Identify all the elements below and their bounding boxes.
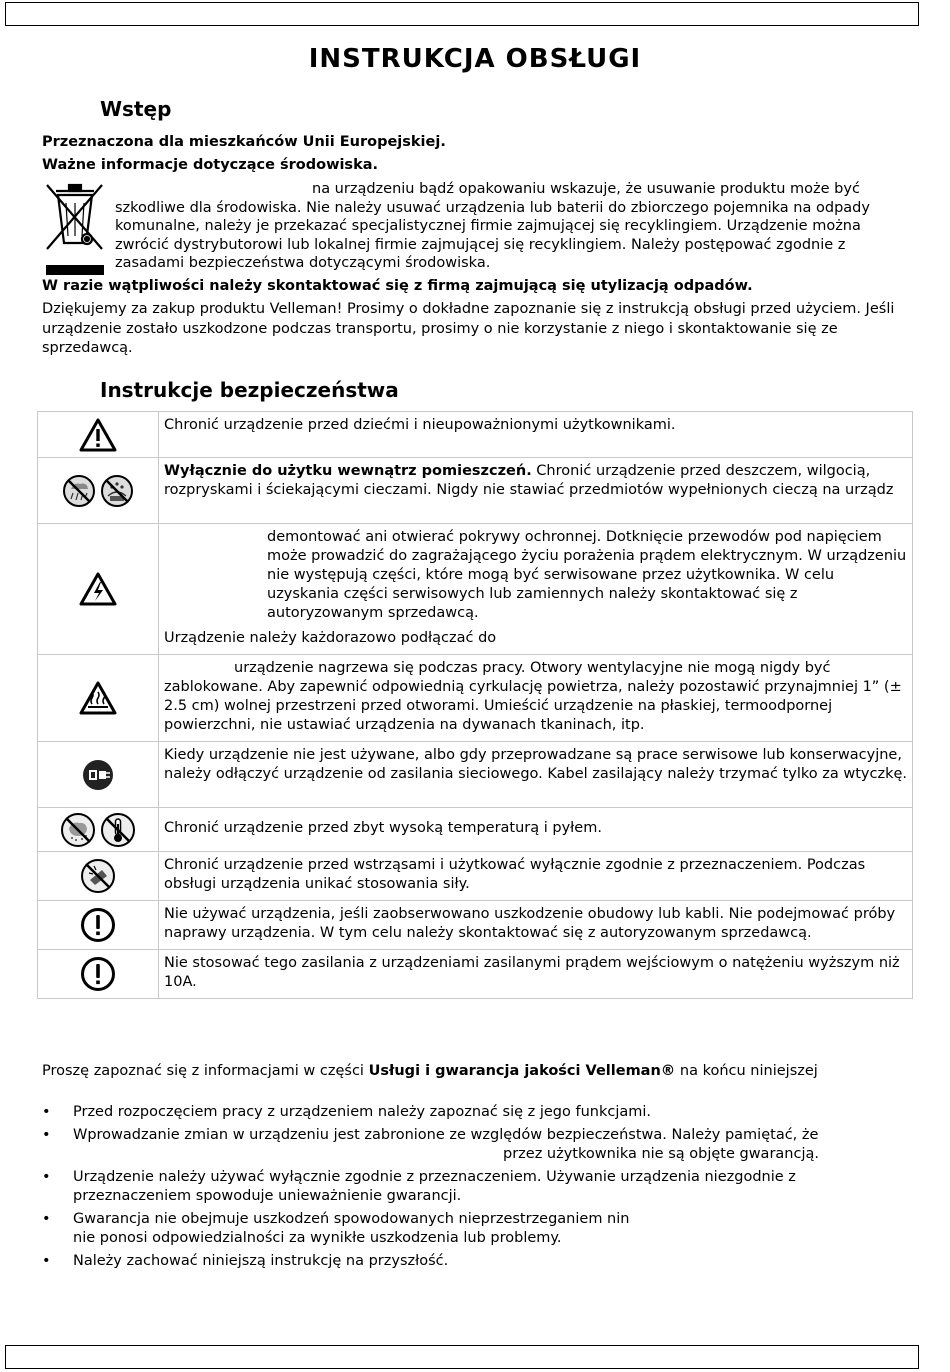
- safety-icon-cell: [38, 852, 159, 901]
- safety-icon-cell: [38, 524, 159, 655]
- intro-eu-line: Przeznaczona dla mieszkańców Unii Europejskiej.: [42, 134, 446, 150]
- intro-thanks: Dziękujemy za zakup produktu Velleman! Prosimy o dokładne zapoznanie się z instrukcją obsługi przed użyciem. Jeśli urządzenie zostało uszkodzone podczas transportu, prosimy o nie korzystanie z niego i skontaktowanie się ze sprzedawcą.: [42, 301, 895, 356]
- footer-box: [5, 1345, 919, 1369]
- guarantee-suffix: na końcu niniejszej: [675, 1063, 818, 1079]
- safety-heading: Instrukcje bezpieczeństwa: [100, 378, 399, 402]
- header-box: [5, 2, 919, 26]
- no-heat-icon: [100, 822, 136, 838]
- list-item-text-2: przez użytkownika nie są objęte gwarancją.: [503, 1146, 819, 1162]
- safety-text: Nie używać urządzenia, jeśli zaobserwowano uszkodzenie obudowy lub kabli. Nie podejmować próby naprawy urządzenia. W tym celu należy skontaktować się z autoryzowanym sprzedawcą.: [159, 901, 913, 950]
- list-item: [42, 1252, 902, 1272]
- safety-text: Chronić urządzenie przed wstrząsami i użytkować wyłącznie zgodnie z przeznaczeniem. Podczas obsługi urządzenia unikać stosowania siły.: [159, 852, 913, 901]
- intro-env-line: Ważne informacje dotyczące środowiska.: [42, 157, 378, 173]
- list-item-text: Przed rozpoczęciem pracy z urządzeniem należy zapoznać się z jego funkcjami.: [73, 1104, 652, 1120]
- safety-text-cell: [159, 524, 913, 655]
- safety-text: [159, 655, 913, 742]
- bullet-list: [42, 1103, 902, 1274]
- safety-row: [38, 458, 913, 524]
- safety-text: [159, 458, 913, 524]
- safety-text-2: Urządzenie należy każdorazowo podłączać do: [164, 630, 497, 646]
- list-item: [42, 1168, 902, 1207]
- safety-text-rest: Chronić urządzenie przed deszczem, wilgocią, rozpryskami i ściekającymi cieczami. Nigdy nie stawiać przedmiotów wypełnionych cieczą na urządz: [164, 463, 894, 498]
- safety-icon-cell: [38, 950, 159, 999]
- safety-icon-cell: [38, 901, 159, 950]
- safety-row: [38, 808, 913, 852]
- guarantee-bold: Usługi i gwarancja jakości Velleman®: [368, 1063, 676, 1079]
- no-splash-icon: [100, 483, 134, 499]
- list-item-text: Należy zachować niniejszą instrukcję na przyszłość.: [73, 1252, 449, 1269]
- safety-row: [38, 412, 913, 458]
- hot-surface-icon: [78, 690, 118, 706]
- exclamation-icon: [80, 917, 116, 933]
- intro-symbol-text-1: na urządzeniu bądź opakowaniu wskazuje, że usuwanie produktu może być: [312, 181, 860, 197]
- safety-row: [38, 950, 913, 999]
- safety-icon-cell: [38, 458, 159, 524]
- guarantee-line: [42, 1062, 902, 1082]
- list-item-text: • Gwarancja nie obejmuje uszkodzeń spowodowanych nieprzestrzeganiem nin: [73, 1210, 630, 1227]
- list-item-text: Urządzenie należy używać wyłącznie zgodnie z przeznaczeniem. Używanie urządzenia niezgodnie z przeznaczeniem spowoduje unieważnienie gwarancji.: [73, 1168, 796, 1204]
- intro-heading: Wstęp: [100, 97, 172, 121]
- safety-text: Kiedy urządzenie nie jest używane, albo gdy przeprowadzane są prace serwisowe lub konserwacyjne, należy odłączyć urządzenie od zasilania sieciowego. Kabel zasilający należy trzymać tylko za wtyczkę.: [159, 742, 913, 808]
- safety-icon-cell: [38, 808, 159, 852]
- safety-text-content: urządzenie nagrzewa się podczas pracy. Otwory wentylacyjne nie mogą nigdy być zablokowane. Aby zapewnić odpowiednią cyrkulację powietrza, należy pozostawić przynajmniej 1” (± 2.5 cm) wolnej przestrzeni przed otworami. Umieścić urządzenie na płaskiej, termoodpornej powierzchni, nie ustawiać urządzenia na dywanach tkaninach, itp.: [164, 660, 902, 733]
- safety-text: Nie stosować tego zasilania z urządzeniami zasilanymi prądem wejściowym o natężeniu wyższym niż 10A.: [159, 950, 913, 999]
- safety-row: [38, 655, 913, 742]
- guarantee-prefix: Proszę zapoznać się z informacjami w części: [42, 1063, 369, 1079]
- no-rain-icon: [62, 483, 101, 499]
- safety-table: [37, 411, 913, 999]
- no-shock-icon: [80, 868, 116, 884]
- unplug-icon: [81, 767, 115, 783]
- safety-row: [38, 852, 913, 901]
- list-item: [42, 1126, 902, 1165]
- intro-symbol-text-2: szkodliwe dla środowiska. Nie należy usuwać urządzenia lub baterii do zbiorczego pojemnika na odpady komunalne, należy je przekazać specjalistycznej firmie zajmującej się recyklingiem. Urządzenie można zwrócić dystrybutorowi lub lokalnej firmie zajmującej się recyklingiem. Należy postępować zgodnie z zasadami bezpieczeństwa dotyczącymi środowiska.: [115, 199, 870, 271]
- safety-text: demontować ani otwierać pokrywy ochronnej. Dotknięcie przewodów pod napięciem może prowadzić do zagrażającego życiu porażenia prądem elektrycznym. W urządzeniu nie występują części, które mogą być serwisowane przez użytkownika. W celu uzyskania części serwisowych lub zamiennych należy skontaktować się z autoryzowanym sprzedawcą.: [267, 529, 907, 621]
- exclamation-icon: [80, 966, 116, 982]
- no-dust-icon: [60, 822, 101, 838]
- safety-text-bold: Wyłącznie do użytku wewnątrz pomieszczeń.: [164, 463, 532, 479]
- intro-warning: W razie wątpliwości należy skontaktować się z firmą zajmującą się utylizacją odpadów.: [42, 278, 753, 294]
- safety-icon-cell: [38, 412, 159, 458]
- electric-shock-icon: [78, 581, 118, 597]
- list-item: [42, 1210, 902, 1249]
- list-item-text-2: nie ponosi odpowiedzialności za wynikłe uszkodzenia lub problemy.: [73, 1230, 562, 1246]
- safety-text: Chronić urządzenie przed zbyt wysoką temperaturą i pyłem.: [159, 808, 913, 852]
- warning-triangle-icon: [78, 427, 118, 443]
- safety-row: [38, 524, 913, 655]
- safety-row: [38, 742, 913, 808]
- safety-row: [38, 901, 913, 950]
- intro-symbol-text: [115, 180, 905, 273]
- list-item: [42, 1103, 902, 1123]
- safety-icon-cell: [38, 655, 159, 742]
- list-item-text: • Wprowadzanie zmian w urządzeniu jest zabronione ze względów bezpieczeństwa. Należy pamiętać, że: [73, 1126, 819, 1143]
- safety-icon-cell: [38, 742, 159, 808]
- page-title: INSTRUKCJA OBSŁUGI: [308, 44, 642, 74]
- weee-bin-icon: [42, 181, 106, 276]
- safety-text: Chronić urządzenie przed dziećmi i nieupoważnionymi użytkownikami.: [159, 412, 913, 458]
